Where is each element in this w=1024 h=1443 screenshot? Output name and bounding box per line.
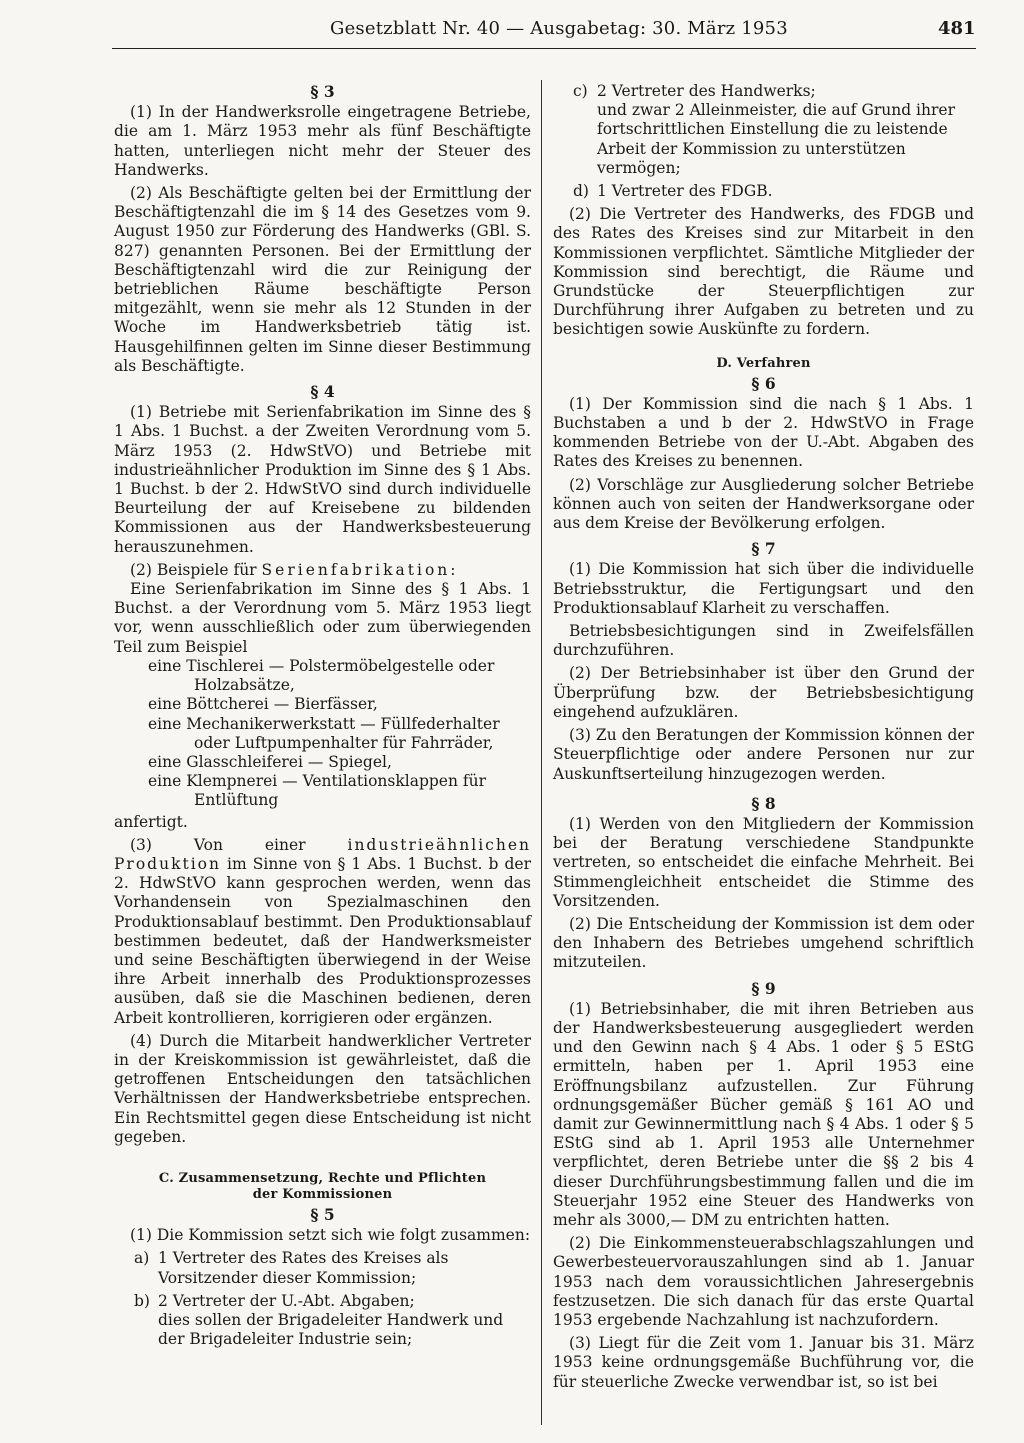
paragraph-4-3-spaced-term: industrieähnlichen Produktion — [114, 835, 531, 873]
header-rule — [112, 48, 976, 49]
example-item — [148, 657, 531, 695]
paragraph-5-2: (2) Die Vertreter des Handwerks, des FDGB und des Rates des Kreises sind zur Mitarbeit in den Kommissionen verpflichtet. Sämtliche Mitglieder der Kommission sind berechtigt, die Räume und Grundstücke der Steuerpflichtigen zur Durchführung ihrer Aufgaben zu betreten und zu besichtigen sowie Auskünfte zu fordern. — [553, 205, 974, 339]
list-subtext: und zwar 2 Alleinmeister, die auf Grund ihrer fortschrittlichen Einstellung die zu leistende Arbeit der Kommission zu unterstützen vermögen; — [597, 101, 955, 177]
paragraph-4-3-lead: (3) Von einer — [130, 835, 306, 854]
paragraph-9-3: (3) Liegt für die Zeit vom 1. Januar bis 31. März 1953 keine ordnungsgemäße Buchführung vor, die für steuerliche Zwecke verwendbar ist, so ist bei — [553, 1334, 974, 1391]
gazette-header-title: Gesetzblatt Nr. 40 — Ausgabetag: 30. März 1953 — [330, 18, 788, 39]
section-heading-5: § 5 — [310, 1204, 335, 1224]
example-main: eine Glasschleiferei — Spiegel, — [148, 752, 392, 771]
list-item-d — [573, 182, 974, 201]
section-heading-8: § 8 — [751, 793, 776, 813]
paragraph-7-2: (2) Der Betriebsinhaber ist über den Grund der Überprüfung bzw. der Betriebsbesichtigung eingehend aufzuklären. — [553, 664, 974, 721]
column-divider — [541, 80, 542, 1425]
paragraph-6-1: (1) Der Kommission sind die nach § 1 Abs. 1 Buchstaben a und b der 2. HdwStVO in Frage kommenden Betriebe von der U.-Abt. Abgaben des Rates des Kreises zu benennen. — [553, 394, 974, 471]
section-heading-7: § 7 — [751, 539, 776, 559]
list-subtext: dies sollen der Brigadeleiter Handwerk und der Brigadeleiter Industrie sein; — [158, 1310, 504, 1349]
right-column — [553, 82, 974, 1396]
list-letter: a) — [134, 1249, 150, 1268]
list-text: 2 Vertreter der U.-Abt. Abgaben; — [158, 1291, 415, 1310]
example-item — [148, 715, 531, 753]
example-continuation: Entlüftung — [194, 791, 279, 810]
paragraph-8-2: (2) Die Entscheidung der Kommission ist dem oder den Inhabern des Betriebes umgehend schriftlich mitzuteilen. — [553, 914, 974, 972]
part-c-heading-line1: C. Zusammensetzung, Rechte und Pflichten — [158, 1170, 487, 1186]
part-d-heading: D. Verfahren — [716, 355, 811, 371]
section-heading-6: § 6 — [751, 373, 776, 393]
list-letter: c) — [573, 82, 588, 100]
example-continuation: Holzabsätze, — [194, 676, 295, 695]
paragraph-3-2: (2) Als Beschäftigte gelten bei der Ermittlung der Beschäftigtenzahl die im § 14 des Gesetzes vom 9. August 1950 zur Förderung des Handwerks (GBl. S. 827) genannten Personen. Bei der Ermittlung der Beschäftigtenzahl wird die zur Reinigung der betrieblichen Räume beschäftigte Person mitgezählt, wenn sie mehr als 12 Stunden in der Woche im Handwerksbetrieb tätig ist. Hausgehilfinnen gelten im Sinne dieser Bestimmung als Beschäftigte. — [114, 184, 531, 375]
example-main: eine Klempnerei — Ventilationsklappen für — [148, 772, 487, 791]
paragraph-4-1: (1) Betriebe mit Serienfabrikation im Sinne des § 1 Abs. 1 Buchst. a der Zweiten Verordnung vom 5. März 1953 (2. HdwStVO) und Betriebe mit industrieähnlicher Produktion im Sinne des § 1 Abs. 1 Buchst. b der 2. HdwStVO sind durch individuelle Beurteilung der auf Kreisebene zu bildenden Kommissionen aus der Handwerksbesteuerung herauszunehmen. — [114, 403, 531, 556]
paragraph-4-2-end: anfertigt. — [114, 812, 188, 831]
paragraph-4-2-body: Eine Serienfabrikation im Sinne des § 1 Abs. 1 Buchst. a der Verordnung vom 5. März 1953 liegt vor, wenn ausschließlich oder zum überwiegenden Teil zum Beispiel — [114, 580, 531, 656]
example-list — [148, 657, 531, 811]
left-column — [114, 82, 531, 1353]
list-text-block — [158, 1292, 531, 1350]
example-item — [148, 753, 531, 772]
paragraph-9-1: (1) Betriebsinhaber, die mit ihren Betrieben aus der Handwerksbesteuerung ausgegliedert werden und den Gewinn nach § 4 Abs. 1 oder § 5 EStG ermitteln, haben per 1. April 1953 eine Eröffnungsbilanz aufzustellen. Zur Führung ordnungsgemäßer Bücher gemäß § 161 AO und damit zur Gewinnermittlung nach § 4 Abs. 1 oder § 5 EStG sind ab 1. April 1953 alle Unternehmer verpflichtet, deren Betriebe unter die §§ 2 bis 4 dieser Durchführungsbestimmung fallen und die im Steuerjahr 1952 eine Steuer des Handwerks von mehr als 3000,— DM zu entrichten hatten. — [553, 999, 974, 1229]
part-c-heading-line2: der Kommissionen — [252, 1186, 393, 1202]
paragraph-7-1: (1) Die Kommission hat sich über die individuelle Betriebsstruktur, die Fertigungsart und den Produktionsablauf Klarheit zu verschaffen. — [553, 560, 974, 617]
paragraph-4-3 — [114, 836, 531, 1028]
paragraph-7-1b: Betriebsbesichtigungen sind in Zweifelsfällen durchzuführen. — [553, 622, 974, 660]
section-heading-4: § 4 — [310, 382, 335, 402]
list-text: 1 Vertreter des Rates des Kreises als Vorsitzender dieser Kommission; — [158, 1249, 449, 1287]
paragraph-4-2-lead-text: (2) Beispiele für — [130, 560, 257, 579]
list-text: 1 Vertreter des FDGB. — [597, 182, 773, 201]
example-continuation: oder Luftpumpenhalter für Fahrräder, — [194, 733, 494, 752]
section-heading-9: § 9 — [751, 978, 776, 998]
example-main: eine Böttcherei — Bierfässer, — [148, 695, 378, 714]
paragraph-4-2-spaced-term: Serienfabrikation: — [261, 560, 459, 579]
list-letter: d) — [573, 182, 589, 201]
paragraph-5-1: (1) Die Kommission setzt sich wie folgt zusammen: — [130, 1226, 531, 1245]
paragraph-4-4: (4) Durch die Mitarbeit handwerklicher Vertreter in der Kreiskommission ist gewährleistet, daß die getroffenen Entscheidungen den tatsächlichen Verhältnissen der Handwerksbetriebe entsprechen. Ein Rechtsmittel gegen diese Entscheidung ist nicht gegeben. — [114, 1031, 531, 1146]
paragraph-8-1: (1) Werden von den Mitgliedern der Kommission bei der Beratung verschiedene Standpunkte vertreten, so entscheidet die einfache Mehrheit. Bei Stimmengleichheit entscheidet die Stimme des Vorsitzenden. — [553, 814, 974, 910]
list-text: 2 Vertreter des Handwerks; — [597, 82, 816, 100]
list-item-a — [134, 1249, 531, 1287]
list-item-c — [573, 82, 974, 178]
example-item — [148, 772, 531, 810]
example-main: eine Tischlerei — Polstermöbelgestelle oder — [148, 656, 495, 675]
section-heading-3: § 3 — [310, 82, 335, 101]
list-letter: b) — [134, 1291, 150, 1310]
list-text-block — [597, 82, 974, 178]
list-item-b — [134, 1292, 531, 1350]
example-main: eine Mechanikerwerkstatt — Füllfederhalter — [148, 714, 500, 733]
example-item — [148, 695, 531, 714]
page-number: 481 — [938, 18, 976, 39]
paragraph-3-1: (1) In der Handwerksrolle eingetragene Betriebe, die am 1. März 1953 mehr als fünf Beschäftigte hatten, unterliegen nicht mehr der Steuer des Handwerks. — [114, 103, 531, 179]
paragraph-9-2: (2) Die Einkommensteuerabschlagszahlungen und Gewerbesteuervorauszahlungen sind ab 1. Januar 1953 nach dem voraussichtlichen Jahresergebnis festzusetzen. Die sich danach für das erste Quartal 1953 ergebende Nachzahlung ist nachzufordern. — [553, 1234, 974, 1329]
paragraph-7-3: (3) Zu den Beratungen der Kommission können der Steuerpflichtige oder andere Personen nur zur Auskunftserteilung hinzugezogen werden. — [553, 726, 974, 783]
paragraph-6-2: (2) Vorschläge zur Ausgliederung solcher Betriebe können auch von seiten der Handwerksorgane oder aus dem Kreise der Bevölkerung erfolgen. — [553, 475, 974, 533]
page-header — [0, 18, 1024, 50]
paragraph-4-2-lead — [114, 561, 531, 580]
part-c-heading — [114, 1171, 531, 1203]
paragraph-4-3-body: im Sinne von § 1 Abs. 1 Buchst. b der 2. HdwStVO kann gesprochen werden, wenn das Vorhandensein von Spezialmaschinen den Produktionsablauf bestimmt. Den Produktionsablauf bestimmen bedeutet, daß der Handwerksmeister und seine Beschäftigten überwiegend in der Weise ihre Arbeit innerhalb des Produktionsprozesses ausüben, daß sie die Maschinen bedienen, deren Arbeit kontrollieren, korrigieren oder ergänzen. — [114, 854, 531, 1027]
